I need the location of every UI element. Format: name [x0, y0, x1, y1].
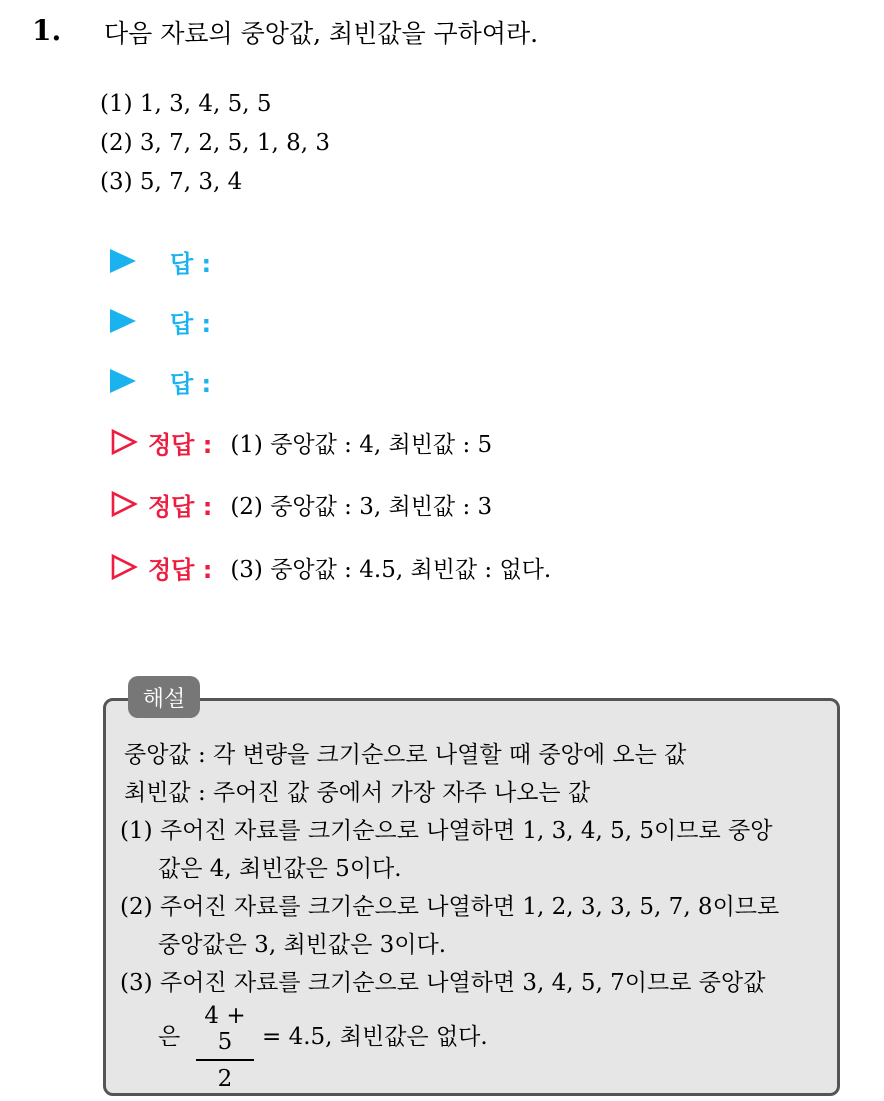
- answer-row-2[interactable]: [110, 304, 211, 338]
- answer-label: 답 :: [170, 309, 212, 338]
- question-item-3: (3) 5, 7, 3, 4: [100, 169, 243, 195]
- question-item-1: (1) 1, 3, 4, 5, 5: [100, 91, 272, 117]
- outline-triangle-icon: [110, 490, 138, 518]
- explanation-line-2: 최빈값 : 주어진 값 중에서 가장 자주 나오는 값: [124, 780, 591, 806]
- fraction-denominator: 2: [217, 1066, 233, 1092]
- question-text: 다음 자료의 중앙값, 최빈값을 구하여라.: [104, 19, 539, 48]
- explanation-line-9: = 4.5, 최빈값은 없다.: [262, 1024, 488, 1050]
- answer-label: 답 :: [170, 369, 212, 398]
- correct-answer-label: 정답 :: [148, 430, 213, 459]
- explanation-line-7: (3) 주어진 자료를 크기순으로 나열하면 3, 4, 5, 7이므로 중앙값: [120, 970, 766, 996]
- correct-answer-text: (3) 중앙값 : 4.5, 최빈값 : 없다.: [230, 556, 552, 583]
- play-triangle-icon: [110, 309, 136, 333]
- correct-answer-row-2: [110, 486, 492, 522]
- answer-label: 답 :: [170, 249, 212, 278]
- explanation-line-1: 중앙값 : 각 변량을 크기순으로 나열할 때 중앙에 오는 값: [124, 742, 687, 768]
- correct-answer-text: (2) 중앙값 : 3, 최빈값 : 3: [230, 493, 493, 520]
- correct-answer-row-1: [110, 424, 492, 460]
- question-number: 1.: [32, 14, 62, 47]
- outline-triangle-icon: [110, 428, 138, 456]
- explanation-line-4: 값은 4, 최빈값은 5이다.: [158, 856, 402, 882]
- fraction: [196, 1003, 254, 1092]
- outline-triangle-icon: [110, 553, 138, 581]
- correct-answer-label: 정답 :: [148, 555, 213, 584]
- question-item-2: (2) 3, 7, 2, 5, 1, 8, 3: [100, 130, 331, 156]
- explanation-title: 해설: [128, 676, 200, 718]
- fraction-bar: [196, 1059, 254, 1061]
- explanation-line-6: 중앙값은 3, 최빈값은 3이다.: [158, 932, 447, 958]
- play-triangle-icon: [110, 369, 136, 393]
- fraction-numerator: 4 + 5: [204, 1003, 246, 1055]
- correct-answer-text: (1) 중앙값 : 4, 최빈값 : 5: [230, 431, 493, 458]
- answer-row-1[interactable]: [110, 244, 211, 278]
- explanation-line-5: (2) 주어진 자료를 크기순으로 나열하면 1, 2, 3, 3, 5, 7, 8이므로: [120, 894, 780, 920]
- correct-answer-label: 정답 :: [148, 492, 213, 521]
- explanation-line-3: (1) 주어진 자료를 크기순으로 나열하면 1, 3, 4, 5, 5이므로 중앙: [120, 818, 773, 844]
- explanation-line-8: 은: [158, 1024, 181, 1050]
- play-triangle-icon: [110, 249, 136, 273]
- answer-row-3[interactable]: [110, 364, 211, 398]
- correct-answer-row-3: [110, 549, 551, 585]
